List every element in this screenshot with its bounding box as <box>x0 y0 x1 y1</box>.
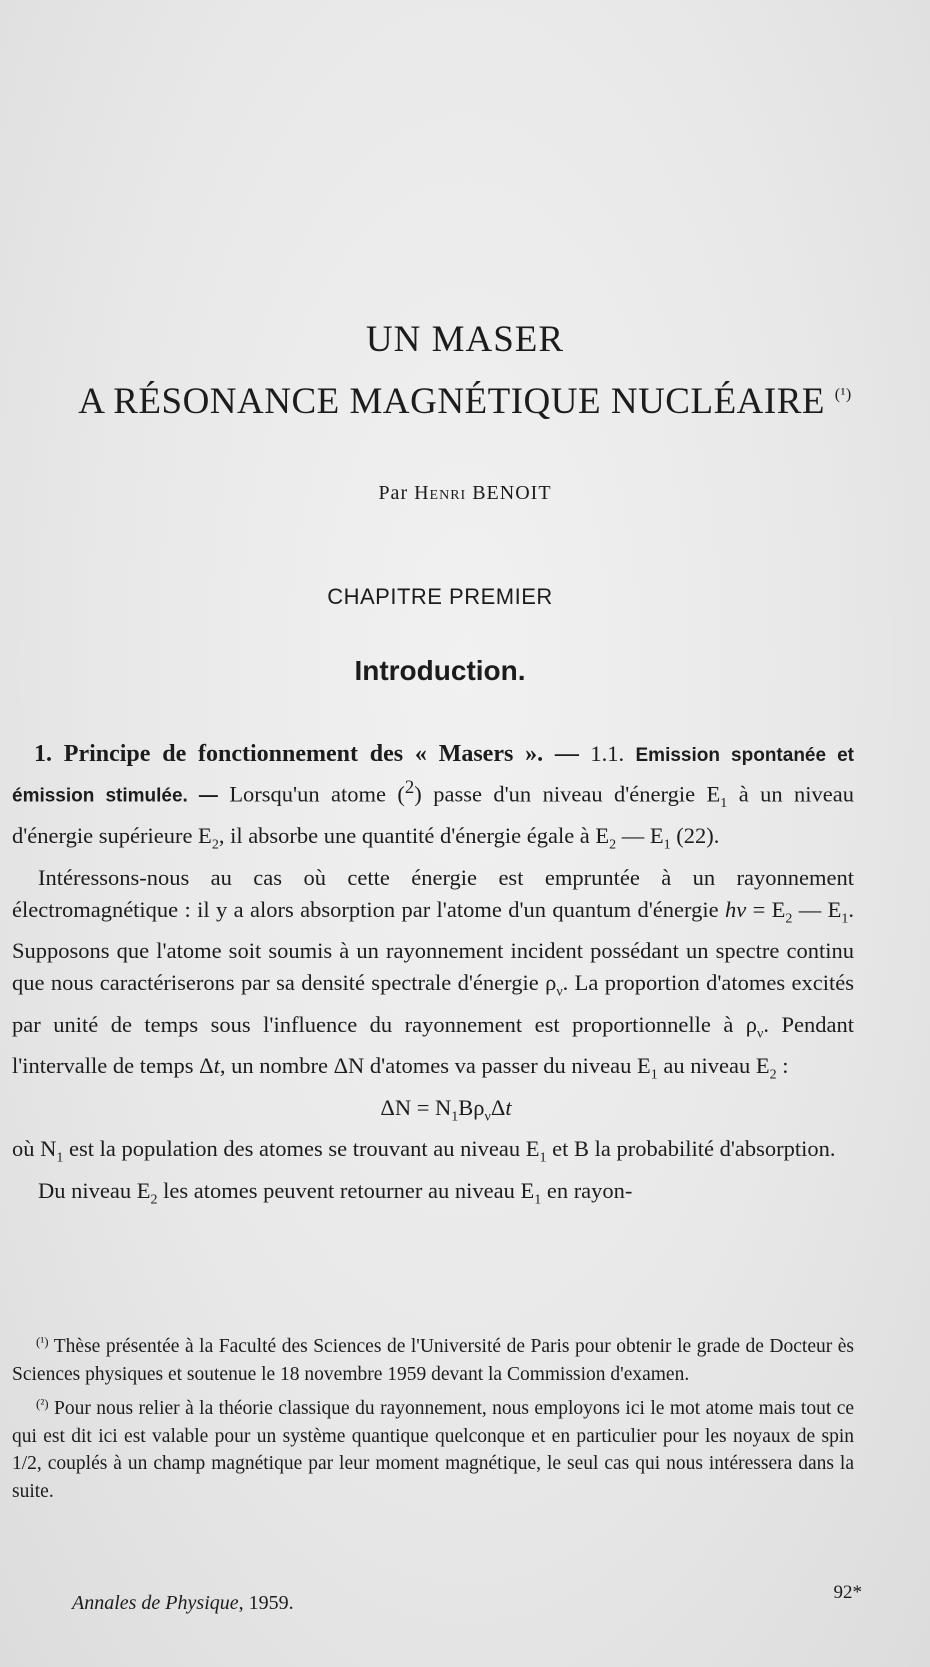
p1-text-c: à un niveau d'énergie supérieure E <box>12 781 854 848</box>
footnote-1-text: Thèse présentée à la Faculté des Sciences de l'Université de Paris pour obtenir le grade de Docteur ès Sciences physiques et soutenue le 18 novembre 1959 devant la Commission d'examen. <box>12 1336 855 1385</box>
paragraph-2 <box>12 862 854 1092</box>
page-footer <box>72 1582 862 1615</box>
formula-a: ΔN = N <box>380 1094 452 1120</box>
page-number: 92* <box>833 1582 862 1603</box>
title-note-mark: (¹) <box>834 386 852 404</box>
subscript: 1 <box>720 796 728 811</box>
p2-hv: hν <box>724 896 747 922</box>
subscript: 1 <box>56 1150 64 1166</box>
subscript: 2 <box>211 837 219 853</box>
p1-text-b: ) passe d'un niveau d'énergie E <box>414 781 721 807</box>
section-heading: 1. Principe de fonctionnement des « Masers ». — <box>34 741 579 767</box>
footnotes <box>12 1328 854 1507</box>
p2-text-a: Intéressons-nous au cas où cette énergie est empruntée à un rayonnement électromagnétique : il y a alors absorption par l'atome d'un quantum d'énergie <box>12 864 854 922</box>
subscript: ν <box>484 1109 491 1124</box>
p2-t: t <box>213 1053 220 1078</box>
chapter-heading: CHAPITRE PREMIER <box>327 584 553 609</box>
title-line-2-text: A RÉSONANCE MAGNÉTIQUE NUCLÉAIRE <box>78 381 825 423</box>
footnote-2 <box>12 1390 854 1505</box>
p2-text-f: . Pendant l'intervalle de temps Δ <box>12 1011 854 1078</box>
paragraph-3 <box>12 1133 854 1175</box>
footnote-1-mark: (¹) <box>36 1334 49 1349</box>
subscript: ν <box>556 984 563 1000</box>
p2-text-d: . Supposons que l'atome soit soumis à un rayonnement incident possédant un spectre continu que nous caractériserons par sa densité spectrale d'énergie ρ <box>12 896 854 995</box>
p4-text-c: en rayon- <box>541 1177 633 1203</box>
subscript: 1 <box>650 1067 658 1083</box>
byline-prefix: Par <box>378 482 409 504</box>
p2-text-e: . La proportion d'atomes excités par unité de temps sous l'influence du rayonnement est proportionnelle à ρ <box>12 970 854 1037</box>
formula-c: Δ <box>490 1094 506 1120</box>
p4-text-a: Du niveau E <box>38 1177 151 1203</box>
subscript: 1 <box>534 1192 542 1207</box>
p1-text-e: — E <box>616 823 664 848</box>
subsection-heading: Emission spontanée et émission stimulée. — <box>12 745 855 807</box>
paragraph-4 <box>12 1175 854 1217</box>
journal-name: Annales de Physique <box>72 1592 239 1614</box>
title-line-1: UN MASER <box>365 319 565 360</box>
section-title: Introduction. <box>354 655 526 686</box>
formula-t: t <box>505 1094 512 1120</box>
footnote-1 <box>12 1328 854 1388</box>
subsection-number: 1.1. <box>590 741 625 766</box>
paragraph-1 <box>12 738 854 862</box>
journal-year: , 1959. <box>238 1592 294 1614</box>
title-line-2 <box>0 380 930 424</box>
p3-text-c: et B la probabilité d'absorption. <box>546 1136 836 1161</box>
p1-text-a: Lorsqu'un atome ( <box>229 781 405 807</box>
subscript: 2 <box>785 911 793 926</box>
subscript: 2 <box>609 837 617 853</box>
subscript: 1 <box>451 1109 459 1124</box>
subscript: 2 <box>150 1192 158 1207</box>
body-text <box>12 738 854 1216</box>
p3-text-b: est la population des atomes se trouvant au niveau E <box>63 1136 540 1161</box>
subscript: 2 <box>769 1067 777 1083</box>
p2-text-h: au niveau E <box>657 1053 770 1078</box>
p2-text-i: : <box>776 1053 789 1078</box>
author-last-name: BENOIT <box>472 482 552 504</box>
p1-text-f: (22). <box>670 823 720 848</box>
subscript: 1 <box>663 837 671 853</box>
equation <box>12 1092 854 1134</box>
footnote-2-mark: (²) <box>36 1396 49 1411</box>
subscript: 1 <box>539 1150 547 1166</box>
p2-text-g: , un nombre ΔN d'atomes va passer du niveau E <box>219 1053 651 1078</box>
footnote-2-text: Pour nous relier à la théorie classique du rayonnement, nous employons ici le mot atome mais tout ce qui est dit ici est valable pour un système quantique quelconque et en particulier pour les noyaux de spin 1/2, couplés à un champ magnétique par leur moment magnétique, le seul cas qui nous intéressera dans la suite. <box>12 1398 855 1502</box>
author-first-name: Henri <box>414 482 467 504</box>
p4-text-b: les atomes peuvent retourner au niveau E <box>157 1177 535 1203</box>
p3-text-a: où N <box>12 1136 57 1161</box>
author-byline <box>0 482 930 505</box>
subscript: ν <box>757 1026 764 1041</box>
article-title <box>0 318 930 425</box>
p2-text-c: — E <box>792 896 842 922</box>
p1-text-d: , il absorbe une quantité d'énergie égale à E <box>218 823 610 848</box>
formula-b: Bρ <box>458 1094 485 1120</box>
subscript: 1 <box>841 911 849 926</box>
footnote-ref-2: 2 <box>404 777 415 798</box>
p2-text-b: = E <box>746 896 786 922</box>
